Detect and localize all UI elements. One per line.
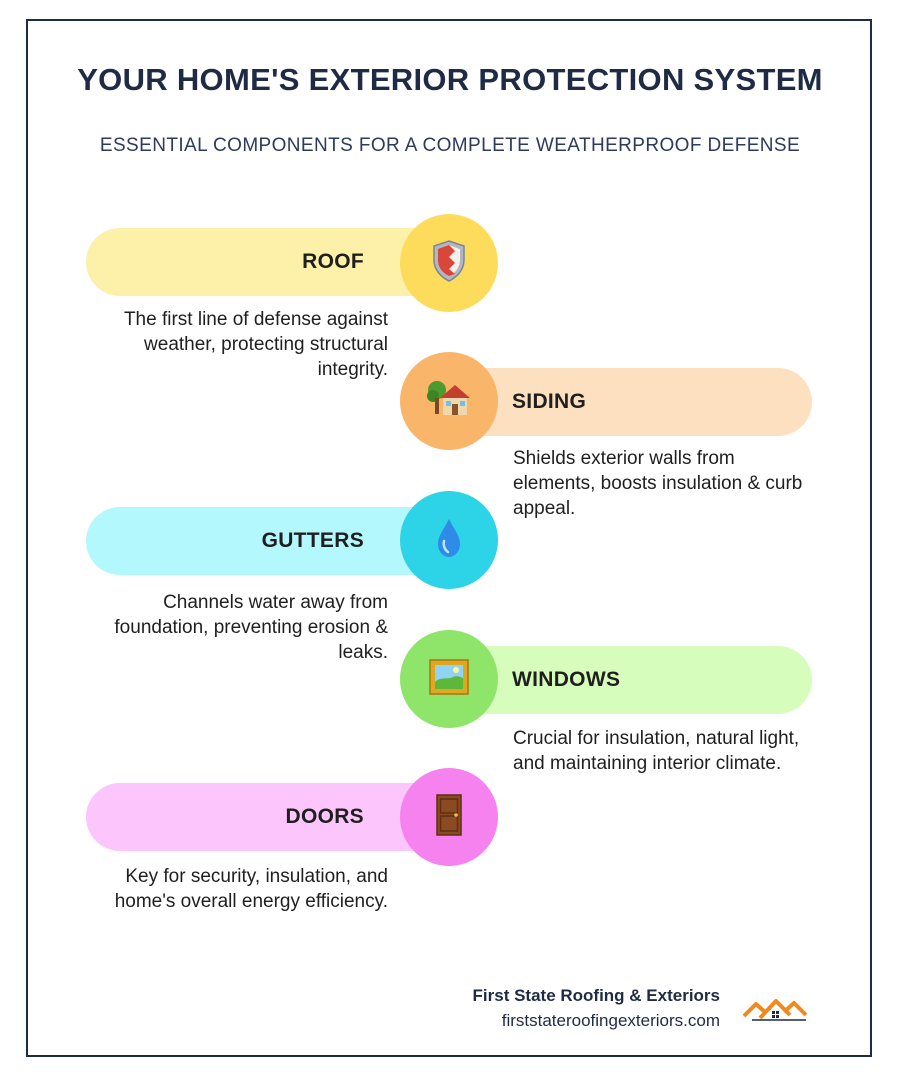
page-subtitle: ESSENTIAL COMPONENTS FOR A COMPLETE WEATHERPROOF DEFENSE [99, 135, 801, 156]
windows-description: Crucial for insulation, natural light, and maintaining interior climate. [513, 728, 800, 774]
siding-description: Shields exterior walls from elements, boosts insulation & curb appeal. [513, 448, 803, 519]
doors-label: DOORS [285, 805, 364, 828]
shield-icon [426, 238, 472, 289]
water-drop-icon [426, 515, 472, 566]
roof-description: The first line of defense against weather, protecting structural integrity. [123, 309, 388, 380]
roof-logo-icon [742, 996, 808, 1022]
gutters-label: GUTTERS [261, 529, 364, 552]
gutters-circle [400, 491, 498, 589]
siding-circle [400, 352, 498, 450]
roof-label: ROOF [302, 250, 364, 273]
windows-label: WINDOWS [512, 668, 621, 691]
house-with-tree-icon [426, 376, 472, 427]
windows-circle [400, 630, 498, 728]
company-url[interactable]: firststateroofingexteriors.com [501, 1011, 720, 1030]
framed-picture-icon [426, 654, 472, 705]
page-title: YOUR HOME'S EXTERIOR PROTECTION SYSTEM [77, 62, 823, 97]
doors-circle [400, 768, 498, 866]
company-name: First State Roofing & Exteriors [472, 986, 720, 1005]
roof-circle [400, 214, 498, 312]
siding-label: SIDING [512, 390, 587, 413]
door-icon [426, 792, 472, 843]
gutters-description: Channels water away from foundation, preventing erosion & leaks. [114, 592, 388, 663]
doors-description: Key for security, insulation, and home's overall energy efficiency. [114, 866, 388, 912]
